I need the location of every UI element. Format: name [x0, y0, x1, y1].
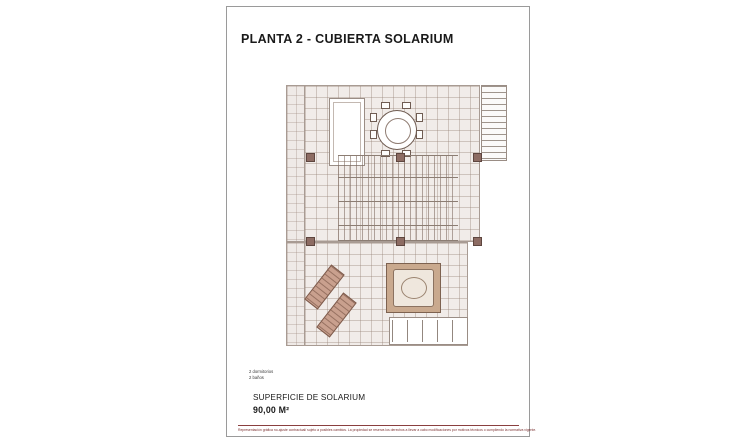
- pilar: [396, 153, 405, 162]
- pergola: [338, 155, 458, 241]
- silla: [416, 130, 423, 139]
- pilar: [396, 237, 405, 246]
- surface-label: SUPERFICIE DE SOLARIUM: [253, 393, 366, 402]
- terrace-left-strip-upper: [286, 85, 305, 242]
- jacuzzi-interior: [393, 269, 434, 307]
- floorplan-drawing: [286, 79, 520, 361]
- pergola-beam: [338, 225, 458, 226]
- silla: [402, 102, 411, 109]
- pergola-beam: [338, 177, 458, 178]
- piscina-inner-edge: [333, 102, 361, 162]
- terrace-left-strip-lower: [286, 242, 305, 346]
- legend-bathrooms: 2 baños: [249, 375, 264, 380]
- escalera: [481, 85, 507, 161]
- barandilla-barrotes: [392, 320, 465, 342]
- legend-bedrooms: 2 dormitorios: [249, 369, 274, 374]
- jacuzzi: [386, 263, 441, 313]
- pilar: [473, 237, 482, 246]
- mesa-redonda-inner: [385, 118, 411, 144]
- surface-value: 90,00 M²: [253, 405, 290, 415]
- page-title: PLANTA 2 - CUBIERTA SOLARIUM: [241, 32, 454, 46]
- silla: [381, 102, 390, 109]
- footer-disclaimer: Representación gráfica no-ajuste contractual/ sujeto a posibles cambios. La propiedad se reserva los derechos a llevar a cabo modificaciones por motivos técnicos o cumpliendo la normativa vigente.: [238, 428, 537, 432]
- escalera-peldanos: [482, 86, 506, 160]
- footer-divider: [238, 425, 519, 426]
- tile-grid: [287, 86, 304, 241]
- barandilla: [389, 317, 468, 345]
- pilar: [306, 237, 315, 246]
- pilar: [306, 153, 315, 162]
- tile-grid: [287, 243, 304, 345]
- silla: [370, 130, 377, 139]
- jacuzzi-asiento: [401, 277, 427, 299]
- mesa-redonda: [377, 110, 417, 150]
- pilar: [473, 153, 482, 162]
- silla: [370, 113, 377, 122]
- silla: [416, 113, 423, 122]
- pergola-beam: [338, 201, 458, 202]
- floorplan-sheet: [226, 6, 537, 437]
